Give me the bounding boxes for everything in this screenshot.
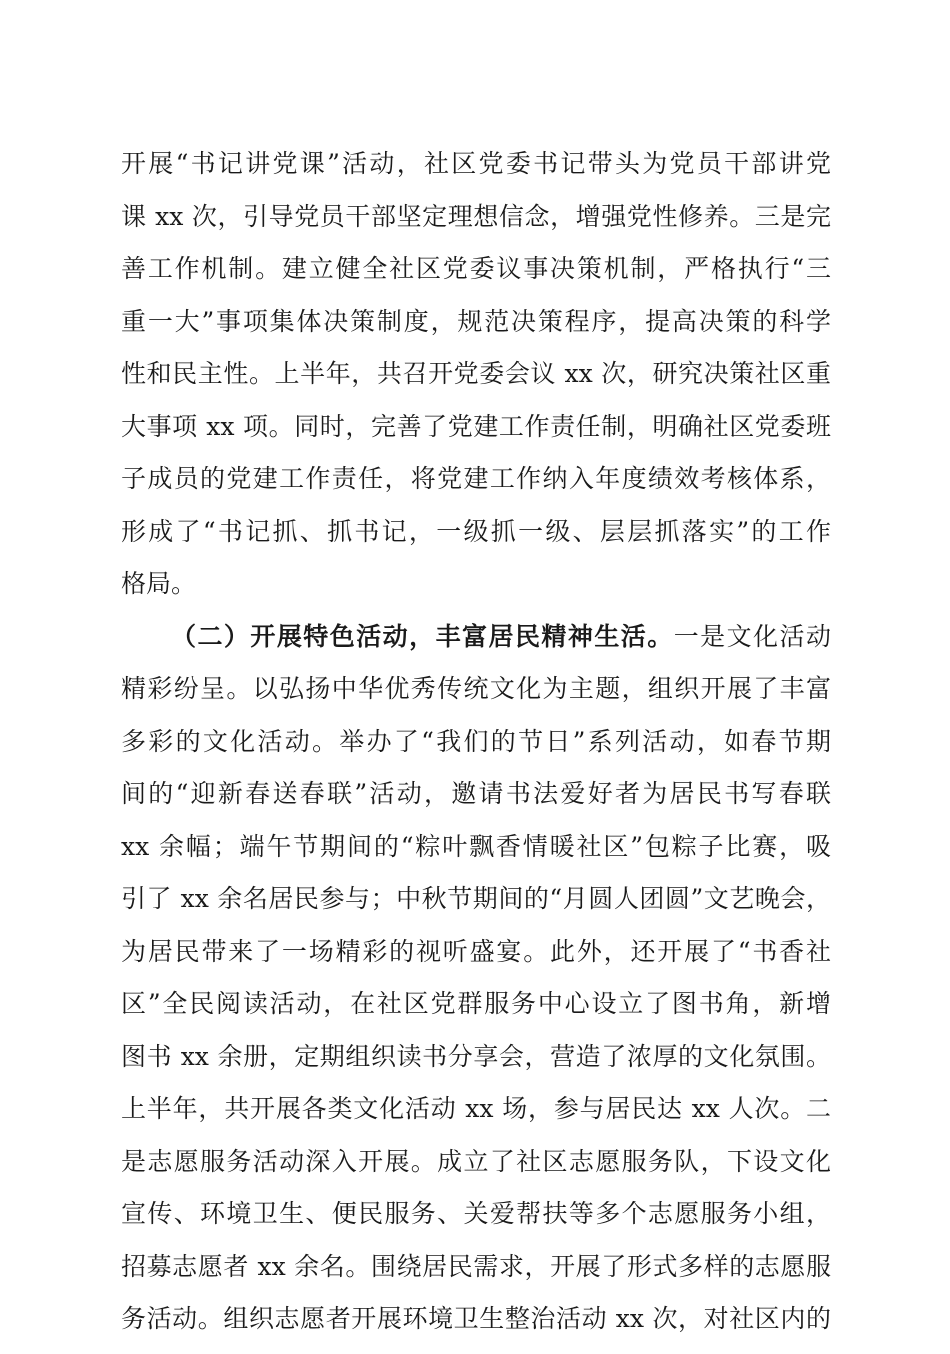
paragraph-first-line bbox=[121, 619, 831, 672]
text-line: 上半年，共开展各类文化活动 xx 场，参与居民达 xx 人次。二 bbox=[121, 1094, 831, 1123]
text-line: 间的“迎新春送春联”活动，邀请书法爱好者为居民书写春联 bbox=[121, 779, 831, 808]
text-line: 善工作机制。建立健全社区党委议事决策机制，严格执行“三 bbox=[121, 254, 831, 283]
text-line: 性和民主性。上半年，共召开党委会议 xx 次，研究决策社区重 bbox=[121, 359, 831, 388]
text-line: 子成员的党建工作责任，将党建工作纳入年度绩效考核体系， bbox=[121, 464, 831, 493]
text-line: 课 xx 次，引导党员干部坚定理想信念，增强党性修养。三是完 bbox=[121, 201, 831, 231]
text-line: 精彩纷呈。以弘扬中华优秀传统文化为主题，组织开展了丰富 bbox=[121, 674, 831, 703]
text-line: 开展“书记讲党课”活动，社区党委书记带头为党员干部讲党 bbox=[121, 149, 831, 178]
text-line: 形成了“书记抓、抓书记，一级抓一级、层层抓落实”的工作 bbox=[121, 516, 831, 546]
text-line: 区”全民阅读活动，在社区党群服务中心设立了图书角，新增 bbox=[121, 989, 831, 1018]
text-line: 大事项 xx 项。同时，完善了党建工作责任制，明确社区党委班 bbox=[121, 411, 831, 441]
text-line: 务活动。组织志愿者开展环境卫生整治活动 xx 次，对社区内的 bbox=[121, 1304, 831, 1333]
text-line: 格局。 bbox=[121, 569, 197, 598]
document-body bbox=[121, 146, 831, 1354]
text-line: 是志愿服务活动深入开展。成立了社区志愿服务队，下设文化 bbox=[121, 1146, 831, 1176]
text-line: 多彩的文化活动。举办了“我们的节日”系列活动，如春节期 bbox=[121, 726, 831, 756]
text-line: xx 余幅；端午节期间的“粽叶飘香情暖社区”包粽子比赛，吸 bbox=[121, 831, 831, 861]
text-run: 一是文化活动 bbox=[673, 621, 831, 651]
text-line: 引了 xx 余名居民参与；中秋节期间的“月圆人团圆”文艺晚会， bbox=[121, 884, 831, 913]
text-line: 图书 xx 余册，定期组织读书分享会，营造了浓厚的文化氛围。 bbox=[121, 1041, 831, 1071]
text-line: 重一大”事项集体决策制度，规范决策程序，提高决策的科学 bbox=[121, 306, 831, 336]
text-line: 为居民带来了一场精彩的视听盛宴。此外，还开展了“书香社 bbox=[121, 936, 831, 966]
text-line: 宣传、环境卫生、便民服务、关爱帮扶等多个志愿服务小组， bbox=[121, 1199, 831, 1228]
section-heading: （二）开展特色活动，丰富居民精神生活。 bbox=[171, 621, 674, 651]
text-line: 招募志愿者 xx 余名。围绕居民需求，开展了形式多样的志愿服 bbox=[121, 1251, 831, 1281]
paragraph-special-activities bbox=[121, 619, 831, 1354]
paragraph-party-building bbox=[121, 146, 831, 619]
